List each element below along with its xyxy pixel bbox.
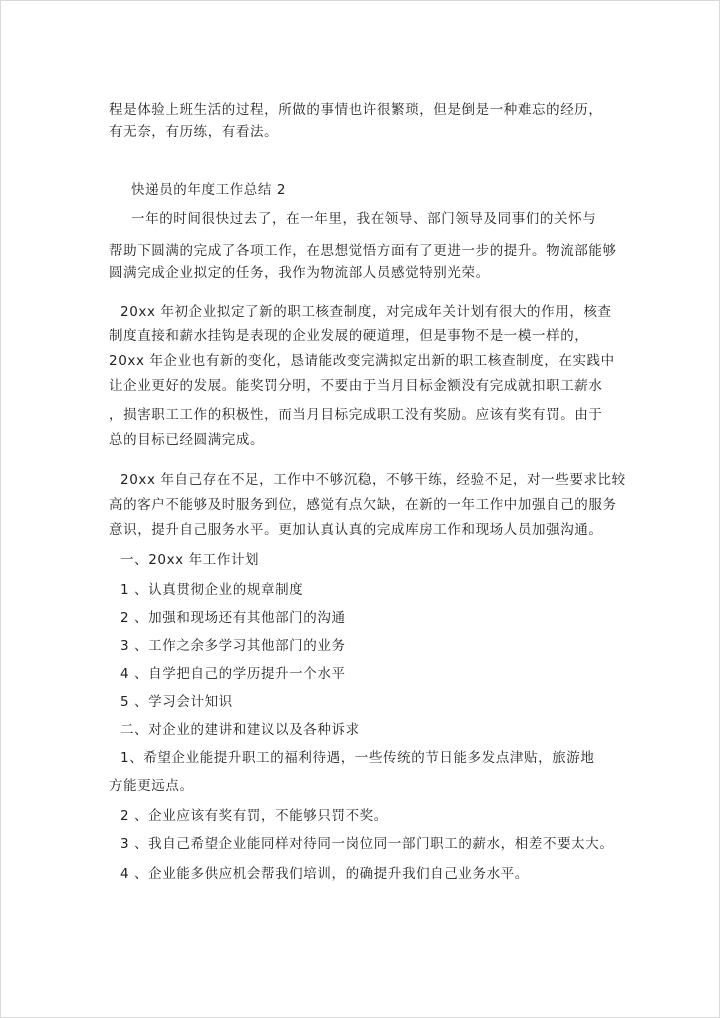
suggestion-line: 1、希望企业能提升职工的福利待遇，一些传统的节日能多发点津贴，旅游地 [120,750,595,766]
plan-item: 1 、认真贯彻企业的规章制度 [120,582,304,598]
para3-line: 20xx 年自己存在不足，工作中不够沉稳，不够干练，经验不足，对一些要求比较 [120,472,626,488]
section-heading: 二、对企业的建讲和建议以及各种诉求 [120,722,360,738]
para2-line: 20xx 年企业也有新的变化，恳请能改变完满拟定出新的职工核查制度，在实践中 [109,353,615,369]
intro-line: 有无奈，有历练，有看法。 [109,124,279,140]
suggestion-line: 方能更远点。 [109,778,194,794]
plan-item: 4 、自学把自己的学历提升一个水平 [120,666,346,682]
suggestion-item: 4 、企业能多供应机会帮我们培训，的确提升我们自己业务水平。 [120,866,529,882]
para2-line: 让企业更好的发展。能奖罚分明，不要由于当月目标金额没有完成就扣职工薪水 [109,378,603,394]
para2-line: 20xx 年初企业拟定了新的职工核查制度，对完成年关计划有很大的作用，核查 [120,304,612,320]
para3-line: 意识，提升自己服务水平。更加认真认真的完成库房工作和现场人员加强沟通。 [109,522,603,538]
para2-line: ，损害职工工作的积极性，而当月目标完成职工没有奖励。应该有奖有罚。由于 [109,407,603,423]
plan-item: 3 、工作之余多学习其他部门的业务 [120,638,346,654]
intro-line: 程是体验上班生活的过程，所做的事情也许很繁琐，但是倒是一种难忘的经历， [109,102,603,118]
para1-line: 圆满完成企业拟定的任务，我作为物流部人员感觉特别光荣。 [109,265,490,281]
suggestion-item: 2 、企业应该有奖有罚，不能够只罚不奖。 [120,808,388,824]
section-heading: 一、20xx 年工作计划 [120,552,260,568]
para1-line: 帮助下圆满的完成了各项工作，在思想觉悟方面有了更进一步的提升。物流部能够 [109,243,617,259]
plan-item: 5 、学习会计知识 [120,694,233,710]
section-title: 快递员的年度工作总结 2 [131,182,287,198]
plan-item: 2 、加强和现场还有其他部门的沟通 [120,610,346,626]
suggestion-item: 3 、我自己希望企业能同样对待同一岗位同一部门职工的薪水，相差不要太大。 [120,836,614,852]
para2-line: 制度直接和薪水挂钩是表现的企业发展的硬道理，但是事物不是一模一样的， [109,328,589,344]
para1-line: 一年的时间很快过去了，在一年里，我在领导、部门领导及同事们的关怀与 [131,211,597,227]
para3-line: 高的客户不能够及时服务到位，感觉有点欠缺，在新的一年工作中加强自己的服务 [109,497,617,513]
para2-line: 总的目标已经圆满完成。 [109,432,265,448]
